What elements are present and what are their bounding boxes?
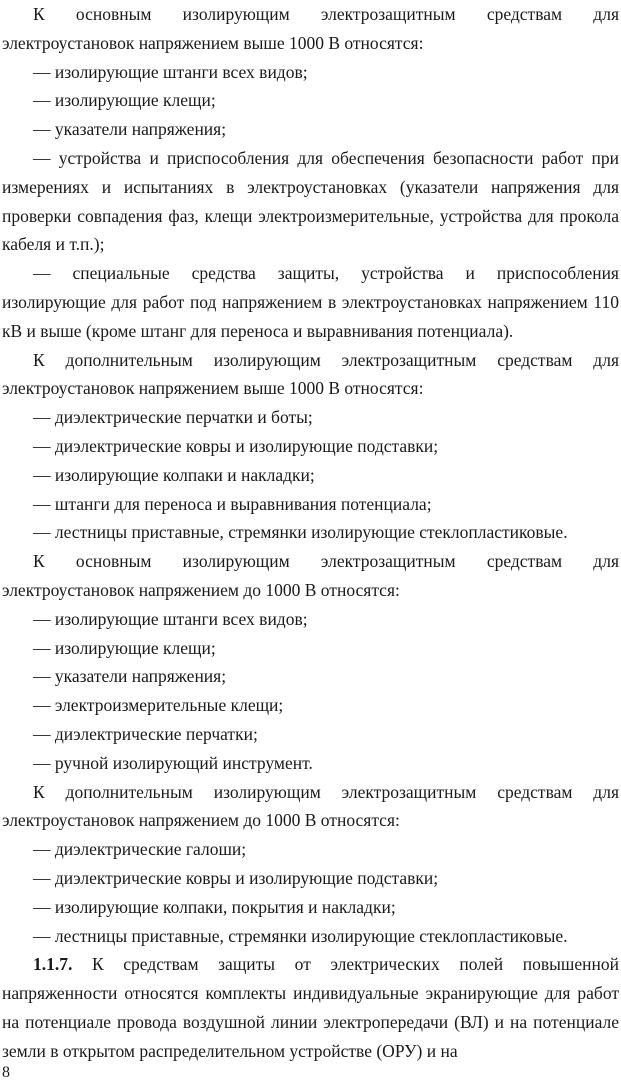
list-main-below-1000 xyxy=(2,605,619,778)
list-item: — лестницы приставные, стремянки изолирующие стеклопластиковые. xyxy=(33,925,568,946)
list-item: — электроизмерительные клещи; xyxy=(33,695,284,716)
list-item-long: — специальные средства защиты, устройства и приспособления изолирующие для работ под напряжением в электроустановках напряжением 110 кВ и выше (кроме штанг для переноса и выравнивания потенциала). xyxy=(2,263,619,341)
list-item: — штанги для переноса и выравнивания потенциала; xyxy=(33,493,432,514)
list-item: — указатели напряжения; xyxy=(33,666,227,687)
list-additional-above-1000 xyxy=(2,403,619,547)
section-text: К средствам защиты от электрических полей повышенной напряженности относятся комплекты индивидуальные экранирующие для работ на потенциале провода воздушной линии электропередачи (ВЛ) и на потенциале земли в открытом распределительном устройстве (ОРУ) и на xyxy=(2,954,619,1061)
list-item: — диэлектрические галоши; xyxy=(33,839,247,860)
list-item: — диэлектрические ковры и изолирующие подставки; xyxy=(33,435,439,456)
list-item: — лестницы приставные, стремянки изолирующие стеклопластиковые. xyxy=(33,522,568,543)
section-number: 1.1.7. xyxy=(33,954,73,975)
list-item: — изолирующие клещи; xyxy=(33,637,216,658)
list-item: — изолирующие колпаки и накладки; xyxy=(33,464,315,485)
list-item: — изолирующие клещи; xyxy=(33,90,216,111)
paragraph-additional-below-1000: К дополнительным изолирующим электрозащитным средствам для электроустановок напряжением до 1000 В относятся: xyxy=(2,781,619,831)
paragraph-main-above-1000: К основным изолирующим электрозащитным средствам для электроустановок напряжением выше 1000 В относятся: xyxy=(2,4,619,53)
paragraph-additional-above-1000: К дополнительным изолирующим электрозащитным средствам для электроустановок напряжением выше 1000 В относятся: xyxy=(2,349,619,399)
list-additional-below-1000 xyxy=(2,835,619,950)
list-item: — изолирующие штанги всех видов; xyxy=(33,608,308,629)
list-item: — ручной изолирующий инструмент. xyxy=(33,752,313,773)
list-item: — изолирующие штанги всех видов; xyxy=(33,61,308,82)
list-main-above-1000 xyxy=(2,58,619,346)
page-number: 8 xyxy=(2,1064,10,1081)
page-body xyxy=(2,0,619,1065)
list-item-long: — устройства и приспособления для обеспечения безопасности работ при измерениях и испытаниях в электроустановках (указатели напряжения для проверки совпадения фаз, клещи электроизмерительные, устройства для прокола кабеля и т.п.); xyxy=(2,147,619,255)
list-item: — диэлектрические ковры и изолирующие подставки; xyxy=(33,867,439,888)
list-item: — диэлектрические перчатки; xyxy=(33,723,258,744)
list-item: — указатели напряжения; xyxy=(33,119,227,140)
section-1-1-7-paragraph xyxy=(2,950,619,1065)
list-item: — диэлектрические перчатки и боты; xyxy=(33,407,313,428)
list-item: — изолирующие колпаки, покрытия и накладки; xyxy=(33,896,396,917)
paragraph-main-below-1000: К основным изолирующим электрозащитным средствам для электроустановок напряжением до 1000 В относятся: xyxy=(2,551,619,600)
